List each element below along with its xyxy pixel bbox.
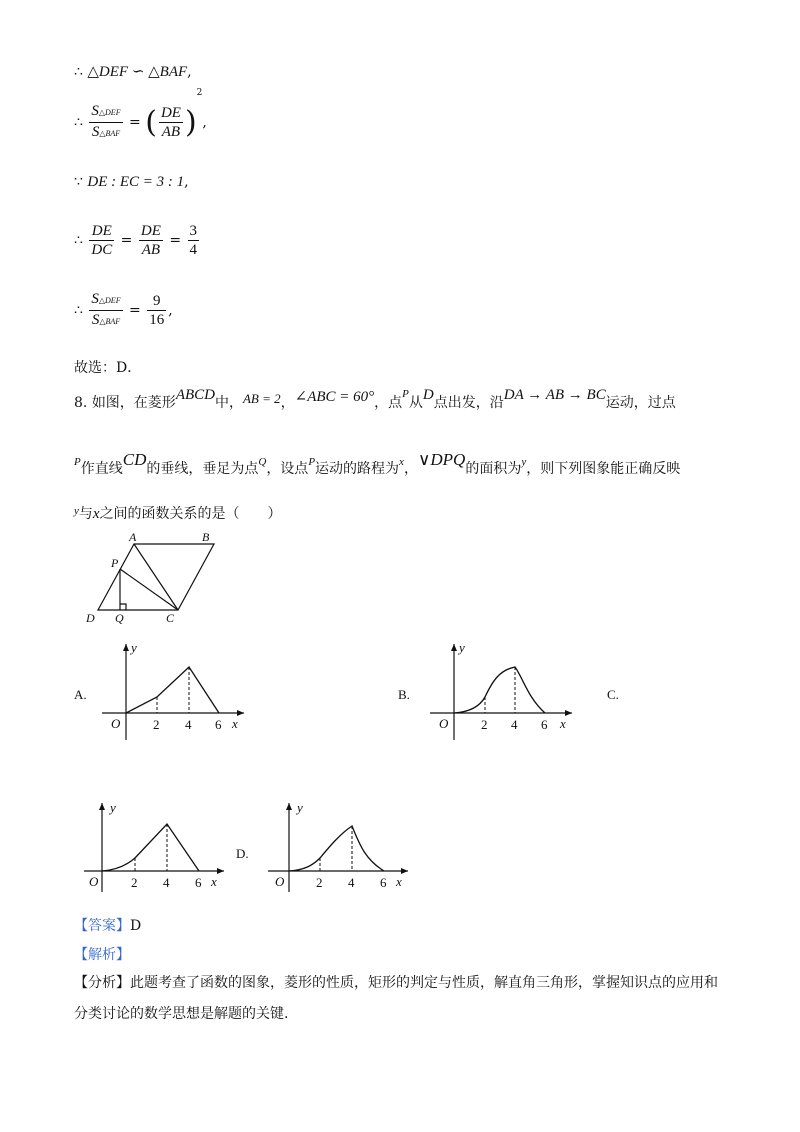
option-b-curve xyxy=(454,667,545,713)
option-c-graph[interactable] xyxy=(82,800,232,895)
svg-text:4: 4 xyxy=(348,875,355,890)
svg-text:2: 2 xyxy=(481,717,488,732)
step-ratio-given: ∵ DE : EC = 3 : 1, xyxy=(74,174,189,190)
answer-tag: 【答案】 xyxy=(74,918,130,934)
option-c-curve xyxy=(102,824,199,871)
option-d-curve xyxy=(289,826,384,871)
analysis-tag: 【解析】 xyxy=(74,947,130,963)
question-8-line-3: $^y$与x之间的函数关系的是（ ） xyxy=(74,505,282,522)
fenxi-line-1: 【分析】此题考查了函数的图象，菱形的性质，矩形的判定与性质，解直角三角形，掌握知识点的应用和 xyxy=(74,975,718,991)
svg-text:y: y xyxy=(131,640,137,655)
question-8-line-2: $^P$作直线CD的垂线，垂足为点$^Q$，设点$^P$运动的路程为$^x$，∨DPQ的面积为$^y$，则下列图象能正确反映 xyxy=(74,450,681,477)
svg-text:x: x xyxy=(560,716,566,731)
svg-text:y: y xyxy=(459,640,465,655)
svg-text:x: x xyxy=(211,874,217,889)
fenxi-line-2: 分类讨论的数学思想是解题的关键. xyxy=(74,1006,289,1022)
side-fraction: $\frac{DE}{AB}$ xyxy=(160,105,181,140)
choose-answer-text: 故选：D． xyxy=(74,360,142,376)
fenxi-tag: 【分析】 xyxy=(74,975,130,991)
svg-text:6: 6 xyxy=(380,875,387,890)
step-similar-triangles: ∴ △DEF ∽ △BAF, xyxy=(74,64,192,80)
question-8-line-1: 8. 如图，在菱形ABCD中，AB = 2，∠ABC = 60°，点$^P$从D点出发，沿DA → AB → BC运动，过点 xyxy=(74,387,676,411)
label-b: B xyxy=(202,530,210,544)
svg-text:6: 6 xyxy=(195,875,202,890)
right-angle-mark xyxy=(120,604,126,610)
option-d-label[interactable]: D. xyxy=(236,846,249,861)
svg-text:y: y xyxy=(297,800,303,815)
analysis-line xyxy=(74,944,130,964)
area-fraction: $\frac{\text{S△DEF}}{\text{S△BAF}}$ xyxy=(91,103,121,140)
svg-text:O: O xyxy=(111,716,121,731)
svg-text:x: x xyxy=(232,716,238,731)
step-area-ratio-square: ∴ $\frac{\text{S△DEF}}{\text{S△BAF}}$ = ( $\frac{DE}{AB}$ )$^2$, xyxy=(74,102,207,143)
option-a-graph[interactable] xyxy=(100,640,250,745)
option-a-curve xyxy=(126,667,219,713)
svg-text:2: 2 xyxy=(316,875,323,890)
answer-value: D xyxy=(130,918,142,934)
label-q: Q xyxy=(115,611,124,625)
label-c: C xyxy=(166,611,175,625)
svg-text:4: 4 xyxy=(511,717,518,732)
segment-pc xyxy=(120,569,178,610)
option-b-graph[interactable] xyxy=(428,640,578,745)
option-b-label[interactable]: B. xyxy=(398,687,410,702)
svg-text:2: 2 xyxy=(153,717,160,732)
answer-line xyxy=(74,915,141,935)
option-d-graph[interactable] xyxy=(266,800,416,895)
svg-text:2: 2 xyxy=(131,875,138,890)
svg-text:y: y xyxy=(110,800,116,815)
svg-text:O: O xyxy=(89,874,99,889)
svg-text:6: 6 xyxy=(215,717,222,732)
diagonal-ac xyxy=(134,544,178,610)
svg-text:6: 6 xyxy=(541,717,548,732)
option-a-label[interactable]: A. xyxy=(74,687,87,702)
svg-text:O: O xyxy=(439,716,449,731)
svg-text:x: x xyxy=(396,874,402,889)
svg-text:O: O xyxy=(275,874,285,889)
option-c-label[interactable]: C. xyxy=(607,687,619,702)
svg-text:4: 4 xyxy=(163,875,170,890)
rhombus-figure xyxy=(80,530,220,630)
step-area-ratio-result: ∴ $\frac{\text{S△DEF}}{\text{S△BAF}}$ = $\frac{9}{16}$ , xyxy=(74,291,173,328)
label-p: P xyxy=(111,556,119,570)
label-d: D xyxy=(86,611,95,625)
label-a: A xyxy=(129,530,137,544)
step-side-ratio: ∴ $\frac{DE}{DC}$ = $\frac{DE}{AB}$ = $\frac{3}{4}$ xyxy=(74,223,197,258)
svg-text:4: 4 xyxy=(185,717,192,732)
